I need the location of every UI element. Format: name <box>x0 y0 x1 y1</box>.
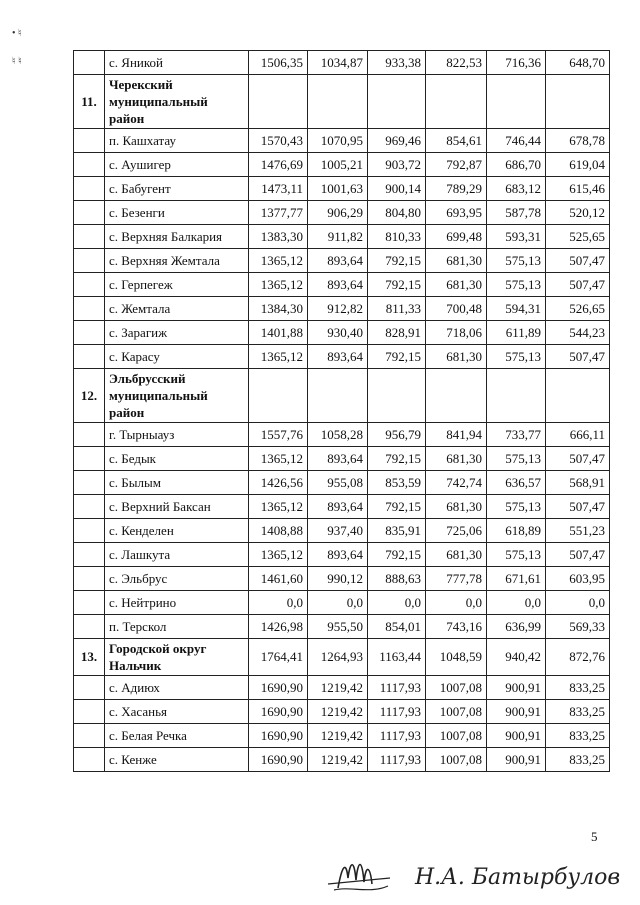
value-cell: 792,15 <box>368 345 426 369</box>
value-cell: 1690,90 <box>249 748 308 772</box>
value-cell: 611,89 <box>487 321 546 345</box>
value-cell: 575,13 <box>487 249 546 273</box>
table-row <box>74 225 610 249</box>
row-index <box>74 567 105 591</box>
row-index <box>74 177 105 201</box>
value-cell: 828,91 <box>368 321 426 345</box>
row-index <box>74 471 105 495</box>
value-cell: 1219,42 <box>308 676 368 700</box>
value-cell: 893,64 <box>308 249 368 273</box>
value-cell: 681,30 <box>426 495 487 519</box>
value-cell: 507,47 <box>546 543 610 567</box>
value-cell: 1570,43 <box>249 129 308 153</box>
value-cell: 1219,42 <box>308 700 368 724</box>
value-cell: 893,64 <box>308 495 368 519</box>
value-cell: 835,91 <box>368 519 426 543</box>
value-cell: 733,77 <box>487 423 546 447</box>
value-cell: 1219,42 <box>308 748 368 772</box>
row-index: 11. <box>74 75 105 129</box>
table-row <box>74 748 610 772</box>
value-cell: 841,94 <box>426 423 487 447</box>
value-cell: 911,82 <box>308 225 368 249</box>
value-cell: 0,0 <box>487 591 546 615</box>
settlement-name: с. Верхний Баксан <box>105 495 249 519</box>
table-row <box>74 423 610 447</box>
table-row <box>74 615 610 639</box>
value-cell: 893,64 <box>308 273 368 297</box>
value-cell: 699,48 <box>426 225 487 249</box>
value-cell <box>546 75 610 129</box>
value-cell <box>308 75 368 129</box>
table-row <box>74 724 610 748</box>
row-index <box>74 249 105 273</box>
value-cell: 507,47 <box>546 447 610 471</box>
table-row <box>74 297 610 321</box>
row-index <box>74 591 105 615</box>
value-cell: 725,06 <box>426 519 487 543</box>
value-cell: 1034,87 <box>308 51 368 75</box>
value-cell: 990,12 <box>308 567 368 591</box>
value-cell: 853,59 <box>368 471 426 495</box>
value-cell: 575,13 <box>487 273 546 297</box>
value-cell: 615,46 <box>546 177 610 201</box>
value-cell: 777,78 <box>426 567 487 591</box>
value-cell: 1007,08 <box>426 700 487 724</box>
value-cell: 0,0 <box>249 591 308 615</box>
row-index <box>74 519 105 543</box>
value-cell: 912,82 <box>308 297 368 321</box>
value-cell: 678,78 <box>546 129 610 153</box>
value-cell: 900,14 <box>368 177 426 201</box>
settlement-name: с. Безенги <box>105 201 249 225</box>
table-row <box>74 201 610 225</box>
value-cell: 603,95 <box>546 567 610 591</box>
settlement-name: с. Эльбрус <box>105 567 249 591</box>
value-cell: 648,70 <box>546 51 610 75</box>
value-cell: 1365,12 <box>249 249 308 273</box>
table-row <box>74 249 610 273</box>
value-cell: 1426,98 <box>249 615 308 639</box>
value-cell: 900,91 <box>487 724 546 748</box>
value-cell: 0,0 <box>368 591 426 615</box>
value-cell: 681,30 <box>426 273 487 297</box>
row-index: 12. <box>74 369 105 423</box>
value-cell: 1461,60 <box>249 567 308 591</box>
tariff-table <box>73 50 610 772</box>
value-cell: 956,79 <box>368 423 426 447</box>
settlement-name: с. Былым <box>105 471 249 495</box>
value-cell: 1007,08 <box>426 724 487 748</box>
row-index <box>74 201 105 225</box>
settlement-name: с. Бабугент <box>105 177 249 201</box>
signature-name: Н.А. Батырбулов <box>415 865 621 890</box>
table-row <box>74 345 610 369</box>
value-cell: 718,06 <box>426 321 487 345</box>
value-cell: 792,15 <box>368 273 426 297</box>
table-row <box>74 471 610 495</box>
value-cell: 619,04 <box>546 153 610 177</box>
value-cell <box>426 75 487 129</box>
row-index <box>74 700 105 724</box>
value-cell <box>249 369 308 423</box>
signature <box>320 848 621 898</box>
settlement-name: с. Карасу <box>105 345 249 369</box>
value-cell: 568,91 <box>546 471 610 495</box>
value-cell: 955,50 <box>308 615 368 639</box>
settlement-name: с. Яникой <box>105 51 249 75</box>
value-cell: 1058,28 <box>308 423 368 447</box>
settlement-name: с. Верхняя Балкария <box>105 225 249 249</box>
table-row <box>74 51 610 75</box>
settlement-name: с. Герпегеж <box>105 273 249 297</box>
settlement-name: с. Зарагиж <box>105 321 249 345</box>
value-cell: 575,13 <box>487 495 546 519</box>
value-cell: 1408,88 <box>249 519 308 543</box>
row-index <box>74 225 105 249</box>
row-index: 13. <box>74 639 105 676</box>
value-cell: 575,13 <box>487 543 546 567</box>
row-index <box>74 51 105 75</box>
value-cell: 1473,11 <box>249 177 308 201</box>
settlement-name: г. Тырныауз <box>105 423 249 447</box>
value-cell: 893,64 <box>308 543 368 567</box>
value-cell: 551,23 <box>546 519 610 543</box>
table-row <box>74 591 610 615</box>
value-cell: 900,91 <box>487 700 546 724</box>
row-index <box>74 495 105 519</box>
table-row <box>74 543 610 567</box>
settlement-name: с. Хасанья <box>105 700 249 724</box>
section-name: Черекский муниципальный район <box>105 75 249 129</box>
row-index <box>74 273 105 297</box>
value-cell <box>368 75 426 129</box>
value-cell <box>308 369 368 423</box>
value-cell <box>426 369 487 423</box>
value-cell: 822,53 <box>426 51 487 75</box>
value-cell: 1764,41 <box>249 639 308 676</box>
value-cell: 833,25 <box>546 748 610 772</box>
value-cell: 636,99 <box>487 615 546 639</box>
value-cell: 1264,93 <box>308 639 368 676</box>
value-cell: 940,42 <box>487 639 546 676</box>
value-cell: 681,30 <box>426 543 487 567</box>
value-cell: 1005,21 <box>308 153 368 177</box>
settlement-name: с. Лашкута <box>105 543 249 567</box>
value-cell: 1001,63 <box>308 177 368 201</box>
value-cell: 594,31 <box>487 297 546 321</box>
value-cell: 743,16 <box>426 615 487 639</box>
value-cell: 854,01 <box>368 615 426 639</box>
table-row <box>74 447 610 471</box>
value-cell: 930,40 <box>308 321 368 345</box>
value-cell: 789,29 <box>426 177 487 201</box>
value-cell: 833,25 <box>546 676 610 700</box>
value-cell: 792,87 <box>426 153 487 177</box>
table-row <box>74 676 610 700</box>
value-cell: 1048,59 <box>426 639 487 676</box>
value-cell: 569,33 <box>546 615 610 639</box>
value-cell: 888,63 <box>368 567 426 591</box>
table-row <box>74 321 610 345</box>
value-cell: 792,15 <box>368 495 426 519</box>
value-cell: 681,30 <box>426 345 487 369</box>
table-row <box>74 177 610 201</box>
row-index <box>74 321 105 345</box>
value-cell: 681,30 <box>426 249 487 273</box>
value-cell: 1476,69 <box>249 153 308 177</box>
value-cell: 792,15 <box>368 447 426 471</box>
value-cell: 810,33 <box>368 225 426 249</box>
table-row <box>74 153 610 177</box>
section-name: Эльбрусский муниципальный район <box>105 369 249 423</box>
value-cell: 1365,12 <box>249 345 308 369</box>
value-cell: 1070,95 <box>308 129 368 153</box>
value-cell: 1401,88 <box>249 321 308 345</box>
table-row <box>74 700 610 724</box>
settlement-name: п. Терскол <box>105 615 249 639</box>
section-row <box>74 75 610 129</box>
value-cell: 507,47 <box>546 249 610 273</box>
value-cell <box>546 369 610 423</box>
value-cell: 1365,12 <box>249 447 308 471</box>
value-cell: 1426,56 <box>249 471 308 495</box>
value-cell: 933,38 <box>368 51 426 75</box>
value-cell: 716,36 <box>487 51 546 75</box>
value-cell <box>487 75 546 129</box>
table-body <box>74 51 610 772</box>
value-cell: 507,47 <box>546 345 610 369</box>
value-cell: 906,29 <box>308 201 368 225</box>
value-cell: 903,72 <box>368 153 426 177</box>
row-index <box>74 153 105 177</box>
table-row <box>74 273 610 297</box>
value-cell: 804,80 <box>368 201 426 225</box>
row-index <box>74 543 105 567</box>
value-cell: 1690,90 <box>249 676 308 700</box>
page-number: 5 <box>591 829 598 844</box>
value-cell: 1117,93 <box>368 724 426 748</box>
value-cell: 955,08 <box>308 471 368 495</box>
value-cell: 746,44 <box>487 129 546 153</box>
value-cell: 0,0 <box>308 591 368 615</box>
value-cell: 1690,90 <box>249 724 308 748</box>
settlement-name: с. Жемтала <box>105 297 249 321</box>
value-cell: 872,76 <box>546 639 610 676</box>
value-cell: 969,46 <box>368 129 426 153</box>
value-cell: 811,33 <box>368 297 426 321</box>
value-cell: 1690,90 <box>249 700 308 724</box>
value-cell: 742,74 <box>426 471 487 495</box>
value-cell: 1365,12 <box>249 273 308 297</box>
value-cell: 893,64 <box>308 447 368 471</box>
settlement-name: с. Аушигер <box>105 153 249 177</box>
row-index <box>74 297 105 321</box>
value-cell: 1384,30 <box>249 297 308 321</box>
value-cell <box>368 369 426 423</box>
value-cell: 1377,77 <box>249 201 308 225</box>
settlement-name: с. Адиюх <box>105 676 249 700</box>
value-cell: 525,65 <box>546 225 610 249</box>
section-name: Городской округ Нальчик <box>105 639 249 676</box>
value-cell: 833,25 <box>546 724 610 748</box>
value-cell: 1383,30 <box>249 225 308 249</box>
value-cell: 575,13 <box>487 447 546 471</box>
value-cell: 618,89 <box>487 519 546 543</box>
settlement-name: п. Кашхатау <box>105 129 249 153</box>
value-cell: 0,0 <box>426 591 487 615</box>
row-index <box>74 676 105 700</box>
value-cell: 1219,42 <box>308 724 368 748</box>
value-cell: 520,12 <box>546 201 610 225</box>
value-cell: 593,31 <box>487 225 546 249</box>
margin-marks: • ♮ ♮ ♮ <box>12 28 22 67</box>
value-cell: 893,64 <box>308 345 368 369</box>
value-cell: 1007,08 <box>426 676 487 700</box>
value-cell: 507,47 <box>546 273 610 297</box>
section-row <box>74 369 610 423</box>
value-cell: 575,13 <box>487 345 546 369</box>
settlement-name: с. Верхняя Жемтала <box>105 249 249 273</box>
settlement-name: с. Кенделен <box>105 519 249 543</box>
value-cell: 507,47 <box>546 495 610 519</box>
value-cell: 1365,12 <box>249 543 308 567</box>
row-index <box>74 724 105 748</box>
value-cell: 636,57 <box>487 471 546 495</box>
value-cell: 1506,35 <box>249 51 308 75</box>
value-cell: 671,61 <box>487 567 546 591</box>
table-row <box>74 519 610 543</box>
value-cell: 1557,76 <box>249 423 308 447</box>
row-index <box>74 615 105 639</box>
value-cell: 937,40 <box>308 519 368 543</box>
settlement-name: с. Белая Речка <box>105 724 249 748</box>
value-cell: 1163,44 <box>368 639 426 676</box>
row-index <box>74 345 105 369</box>
value-cell: 683,12 <box>487 177 546 201</box>
value-cell: 526,65 <box>546 297 610 321</box>
value-cell: 900,91 <box>487 676 546 700</box>
value-cell: 833,25 <box>546 700 610 724</box>
value-cell: 1007,08 <box>426 748 487 772</box>
value-cell: 1117,93 <box>368 676 426 700</box>
value-cell: 792,15 <box>368 543 426 567</box>
value-cell: 1117,93 <box>368 700 426 724</box>
value-cell: 686,70 <box>487 153 546 177</box>
value-cell: 900,91 <box>487 748 546 772</box>
settlement-name: с. Кенже <box>105 748 249 772</box>
value-cell: 854,61 <box>426 129 487 153</box>
row-index <box>74 447 105 471</box>
table-row <box>74 567 610 591</box>
settlement-name: с. Нейтрино <box>105 591 249 615</box>
value-cell: 681,30 <box>426 447 487 471</box>
row-index <box>74 129 105 153</box>
value-cell: 1117,93 <box>368 748 426 772</box>
value-cell <box>487 369 546 423</box>
value-cell: 693,95 <box>426 201 487 225</box>
section-row <box>74 639 610 676</box>
table-row <box>74 495 610 519</box>
row-index <box>74 748 105 772</box>
value-cell <box>249 75 308 129</box>
value-cell: 700,48 <box>426 297 487 321</box>
value-cell: 1365,12 <box>249 495 308 519</box>
table-row <box>74 129 610 153</box>
row-index <box>74 423 105 447</box>
value-cell: 0,0 <box>546 591 610 615</box>
value-cell: 544,23 <box>546 321 610 345</box>
value-cell: 666,11 <box>546 423 610 447</box>
value-cell: 792,15 <box>368 249 426 273</box>
value-cell: 587,78 <box>487 201 546 225</box>
settlement-name: с. Бедык <box>105 447 249 471</box>
